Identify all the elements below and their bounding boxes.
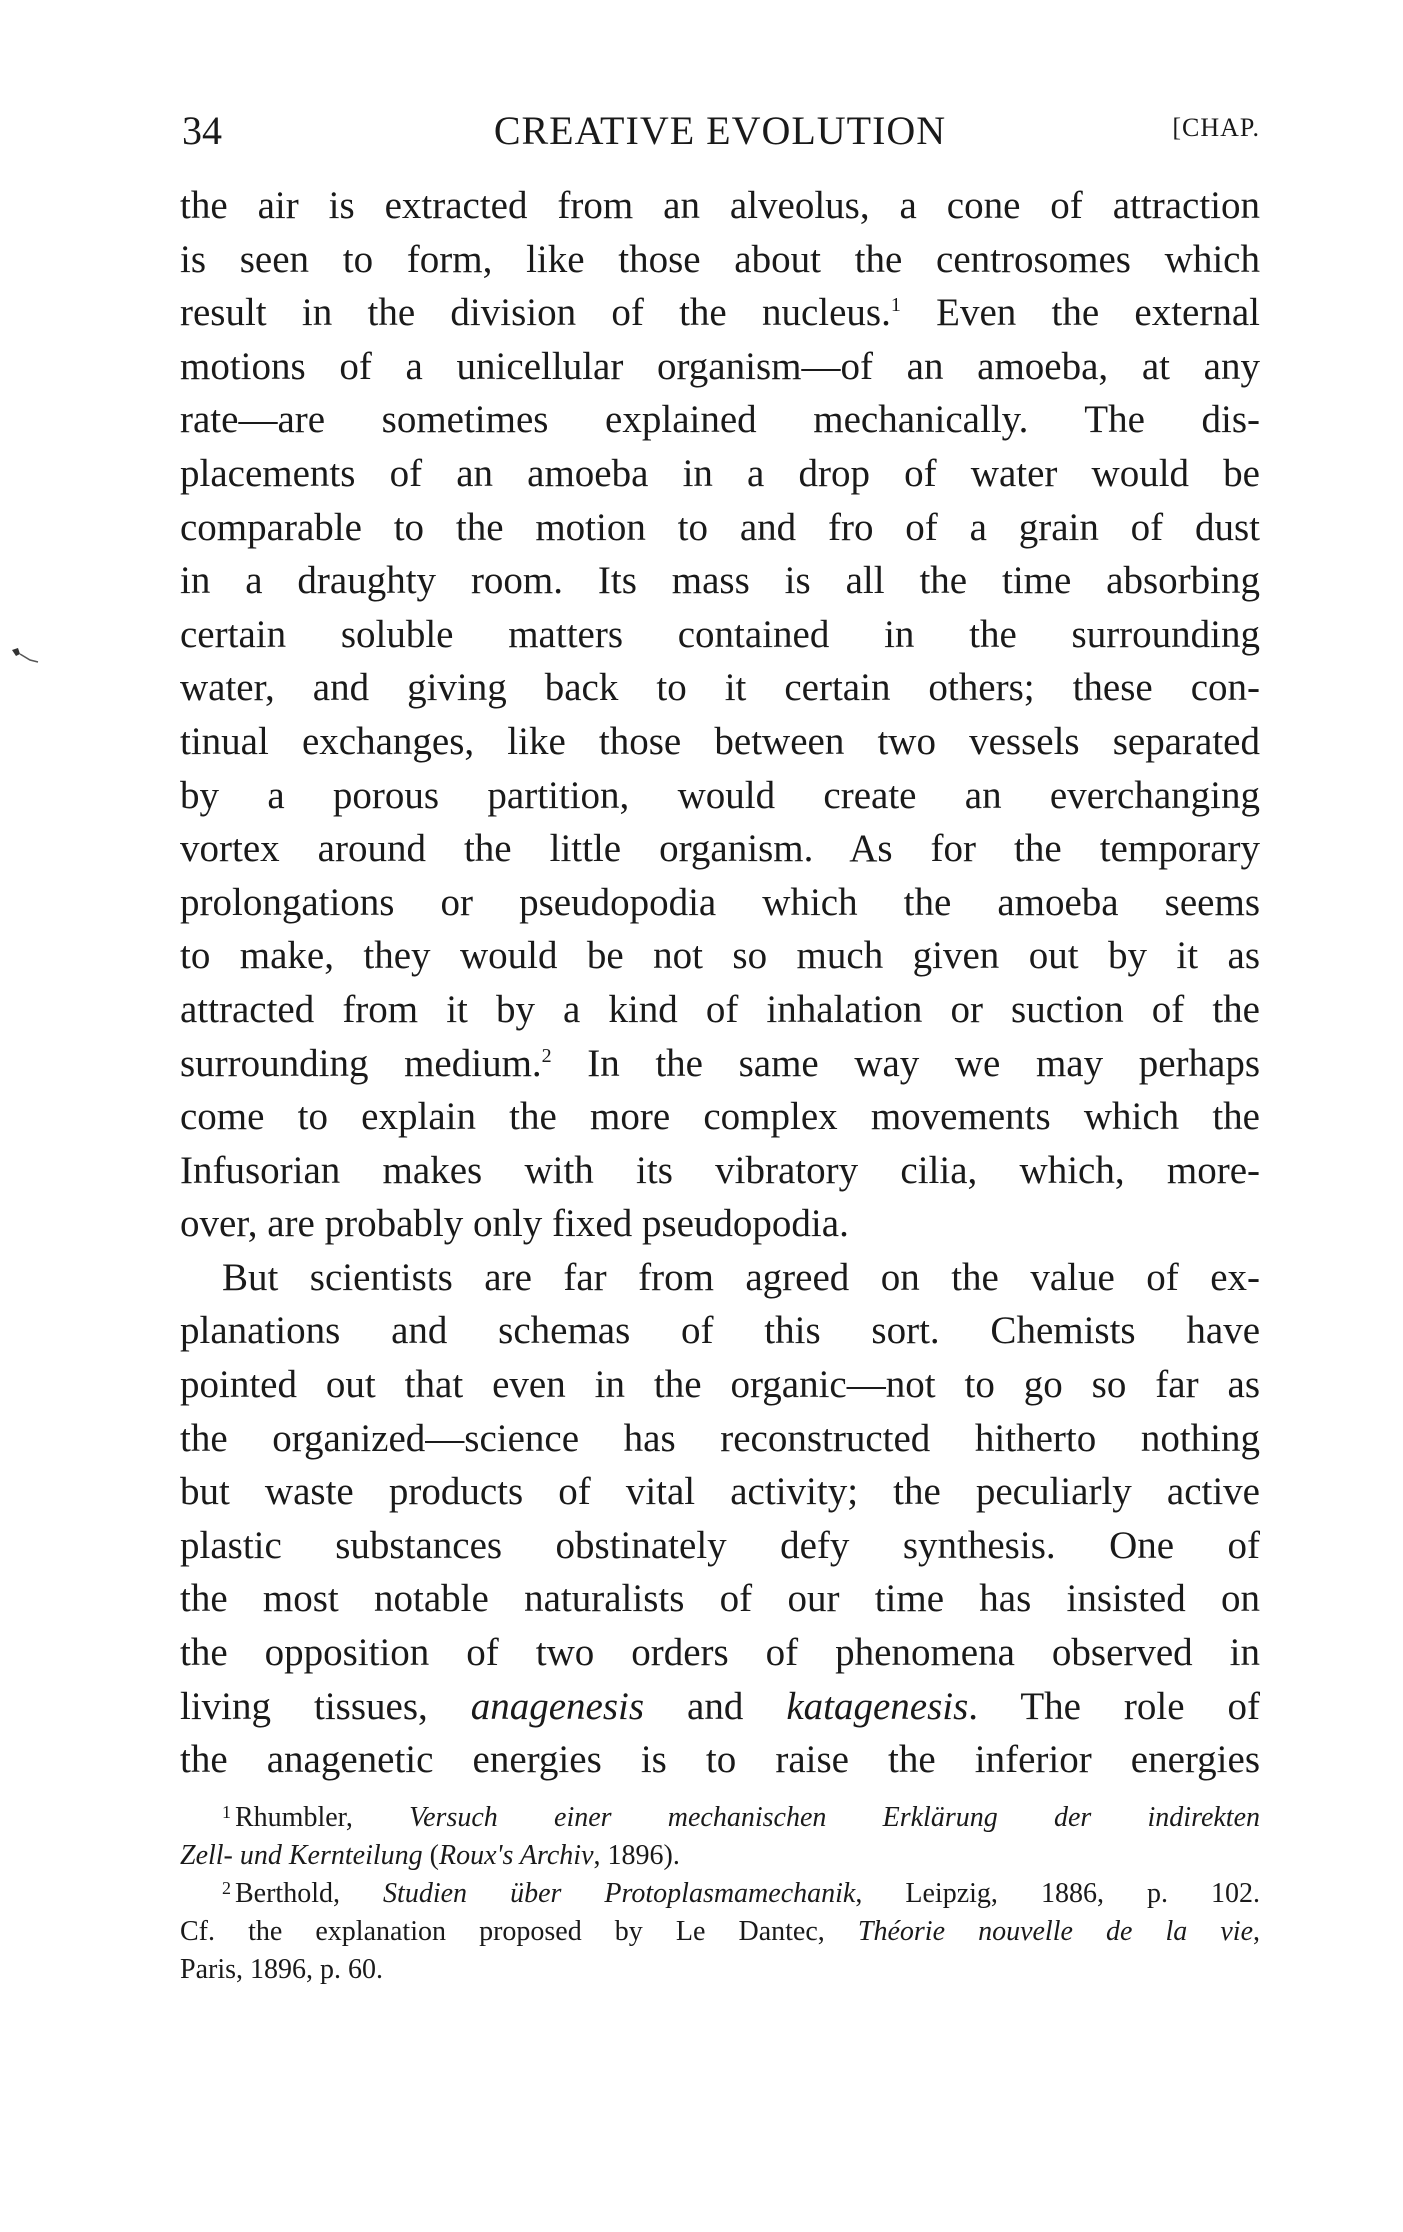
footnote-text: , Leipzig, 1886, p. 102. [855,1877,1261,1909]
footnote-ref-1: 1 [890,294,901,317]
text-line: prolongations or pseudopodia which the amoeba seems [180,880,1260,924]
text-line: but waste products of vital activity; the peculiarly active [180,1470,1260,1514]
footnote-title: Studien über Protoplasmamechanik [383,1877,856,1909]
footnote-title: Zell- und Kernteilung [180,1839,423,1871]
text-line: come to explain the more complex movements which the [180,1095,1260,1139]
text-line: Infusorian makes with its vibratory cilia, which, more- [180,1148,1260,1192]
text-line: vortex around the little organism. As for the temporary [180,827,1260,871]
term-anagenesis: anagenesis [470,1684,645,1728]
footnote-marker: 1 [222,1801,231,1822]
text-line: in a draughty room. Its mass is all the time absorbing [180,559,1260,603]
footnote-1-line [180,1837,1260,1875]
text-line: by a porous partition, would create an everchanging [180,773,1260,817]
text-line [180,1680,1260,1734]
paragraph-1 [180,179,1260,1251]
footnotes [180,1799,1260,1989]
text-line: the most notable naturalists of our time has insisted on [180,1577,1260,1621]
footnote-2-line: Paris, 1896, p. 60. [180,1953,383,1985]
text-fragment: result in the division of the nucleus. [180,291,891,335]
footnote-author: Berthold, [235,1877,340,1909]
text-line: comparable to the motion to and fro of a grain of dust [180,505,1260,549]
page-number: 34 [182,108,222,153]
footnote-1-line [180,1799,1260,1837]
text-fragment: Even the external [936,291,1261,335]
footnote-author: Rhumbler, [235,1801,353,1833]
body-text [180,179,1260,1787]
text-line: motions of a unicellular organism—of an amoeba, at any [180,344,1260,388]
margin-smudge-icon [8,640,48,670]
term-katagenesis: katagenesis [786,1684,969,1728]
text-line: the organized—science has reconstructed hitherto nothing [180,1416,1260,1460]
text-line: pointed out that even in the organic—not to go so far as [180,1363,1260,1407]
text-line: tinual exchanges, like those between two vessels separated [180,719,1260,763]
text-fragment: In the same way we may perhaps [587,1041,1260,1085]
text-line: plastic substances obstinately defy synthesis. One of [180,1523,1260,1567]
text-line: to make, they would be not so much given out by it as [180,934,1260,978]
text-line: the opposition of two orders of phenomena observed in [180,1631,1260,1675]
text-line [180,1037,1260,1091]
text-fragment: and [687,1684,744,1728]
footnote-2-line [180,1875,1260,1913]
text-line: attracted from it by a kind of inhalation or suction of the [180,987,1260,1031]
text-line: the anagenetic energies is to raise the inferior energies [180,1738,1260,1782]
footnote-source: Roux's Archiv [438,1839,594,1871]
text-line: rate—are sometimes explained mechanically. The dis- [180,398,1260,442]
paragraph-2 [180,1251,1260,1787]
text-line: water, and giving back to it certain others; these con- [180,666,1260,710]
text-fragment: . The role of [968,1684,1261,1728]
book-page [180,95,1260,1989]
text-line: But scientists are far from agreed on the value of ex- [222,1255,1260,1299]
text-line: certain soluble matters contained in the surrounding [180,612,1260,656]
text-line [180,286,1260,340]
text-fragment: living tissues, [180,1684,428,1728]
text-fragment: surrounding medium. [180,1041,542,1085]
text-line: is seen to form, like those about the centrosomes which [180,237,1260,281]
footnote-text: ( [429,1839,439,1871]
footnote-text: , 1896). [593,1839,680,1871]
text-line: planations and schemas of this sort. Chemists have [180,1309,1260,1353]
chapter-label: [CHAP. [1172,113,1260,142]
footnote-marker: 2 [222,1877,231,1898]
text-line: placements of an amoeba in a drop of water would be [180,451,1260,495]
footnote-title: Théorie nouvelle de la vie [857,1915,1254,1947]
footnote-text: Cf. the explanation proposed by Le Dantec, [180,1915,825,1947]
running-head [180,95,1260,165]
footnote-ref-2: 2 [541,1044,552,1067]
text-line: the air is extracted from an alveolus, a cone of attraction [180,184,1260,227]
footnote-2-line [180,1913,1260,1951]
text-line: over, are probably only fixed pseudopodia. [180,1202,849,1246]
running-title: CREATIVE EVOLUTION [493,108,947,153]
footnote-title: Versuch einer mechanischen Erklärung der indirekten [409,1801,1261,1833]
footnote-text: , [1253,1915,1261,1947]
